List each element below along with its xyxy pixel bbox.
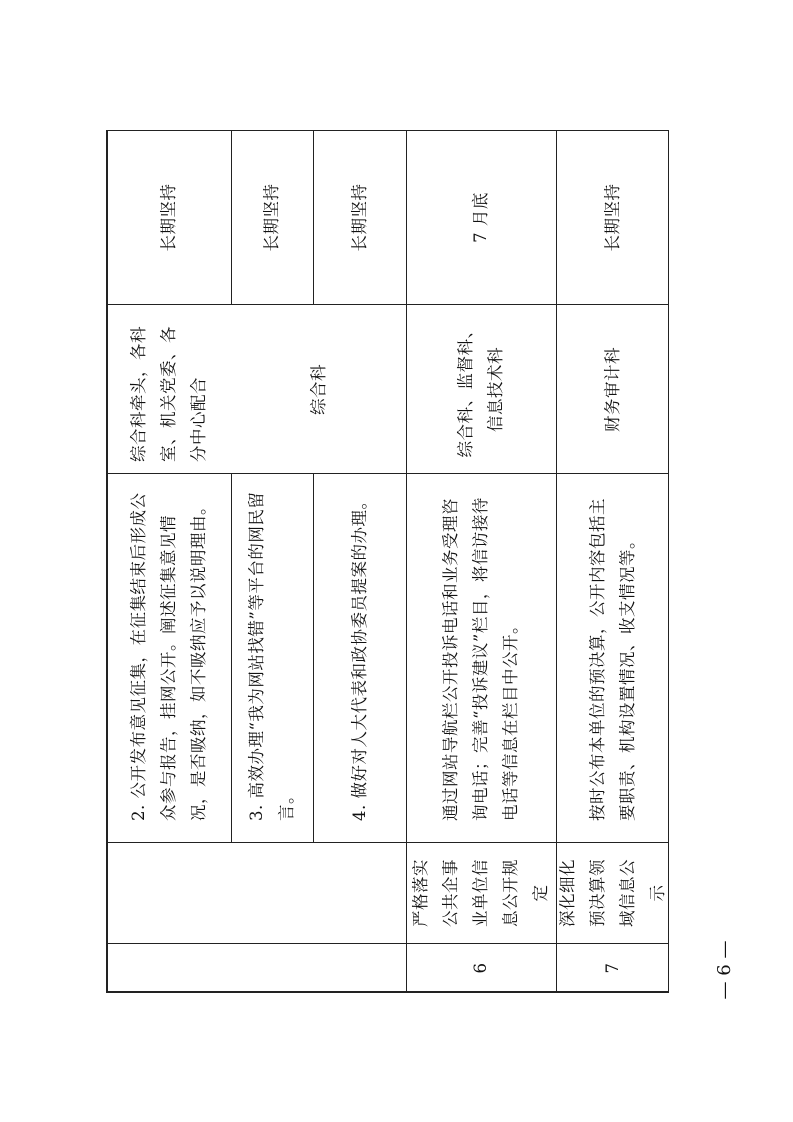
- content-text: 2. 公开发布意见征集，在征集结束后形成公众参与报告，挂网公开。阐述征集意见情况，是否吸纳，如不吸纳应予以说明理由。: [128, 492, 208, 821]
- deadline-text: 7 月底: [471, 192, 490, 243]
- dept-cell: [556, 305, 669, 474]
- table-row: [106, 843, 406, 943]
- page-number: — 6 —: [713, 940, 735, 1000]
- dept-cell: [406, 305, 556, 474]
- item-text: 严格落实公共企事业单位信息公开规定: [411, 859, 550, 927]
- dept-text: 综合科牵头，各科室、机关党委、各分中心配合: [128, 326, 208, 462]
- content-text: 4. 做好对人大代表和政协委员提案的办理。: [349, 492, 369, 821]
- deadline-cell: [231, 130, 313, 305]
- deadline-cell: [406, 130, 556, 305]
- deadline-text: 长期坚持: [602, 183, 622, 252]
- deadline-cell: [106, 130, 231, 305]
- row-number: 7: [602, 962, 622, 974]
- deadline-text: 长期坚持: [349, 183, 369, 252]
- item-text: 深化细化预决算领域信息公示: [557, 859, 667, 927]
- deadline-text: 长期坚持: [158, 183, 178, 252]
- content-cell: [556, 474, 669, 843]
- dept-cell: [106, 305, 231, 474]
- content-cell: [313, 474, 406, 843]
- content-cell: [106, 474, 231, 843]
- row-number-cell: [406, 943, 556, 993]
- deadline-cell: [313, 130, 406, 305]
- dept-cell: [231, 305, 406, 474]
- item-cell: [406, 843, 556, 943]
- content-text: 通过网站导航栏公开投诉电话和业务受理咨询电话；完善“投诉建议”栏目，将信访接待电话等信息在栏目中公开。: [441, 497, 520, 821]
- item-cell: [556, 843, 669, 943]
- row-number-cell: [556, 943, 669, 993]
- row-number: 6: [471, 962, 490, 974]
- deadline-text: 长期坚持: [262, 183, 281, 252]
- rotated-table: [106, 130, 669, 993]
- content-cell: [231, 474, 313, 843]
- dept-text: 综合科、监督科、信息技术科: [456, 321, 505, 458]
- content-text: 3. 高效办理“我为网站找错”等平台的网民留言。: [247, 491, 296, 821]
- dept-text: 综合科: [308, 364, 328, 415]
- dept-text: 财务审计科: [602, 347, 622, 432]
- content-text: 按时公布本单位的预决算，公开内容包括主要职责、机构设置情况、收支情况等。: [587, 498, 637, 821]
- deadline-cell: [556, 130, 669, 305]
- content-cell: [406, 474, 556, 843]
